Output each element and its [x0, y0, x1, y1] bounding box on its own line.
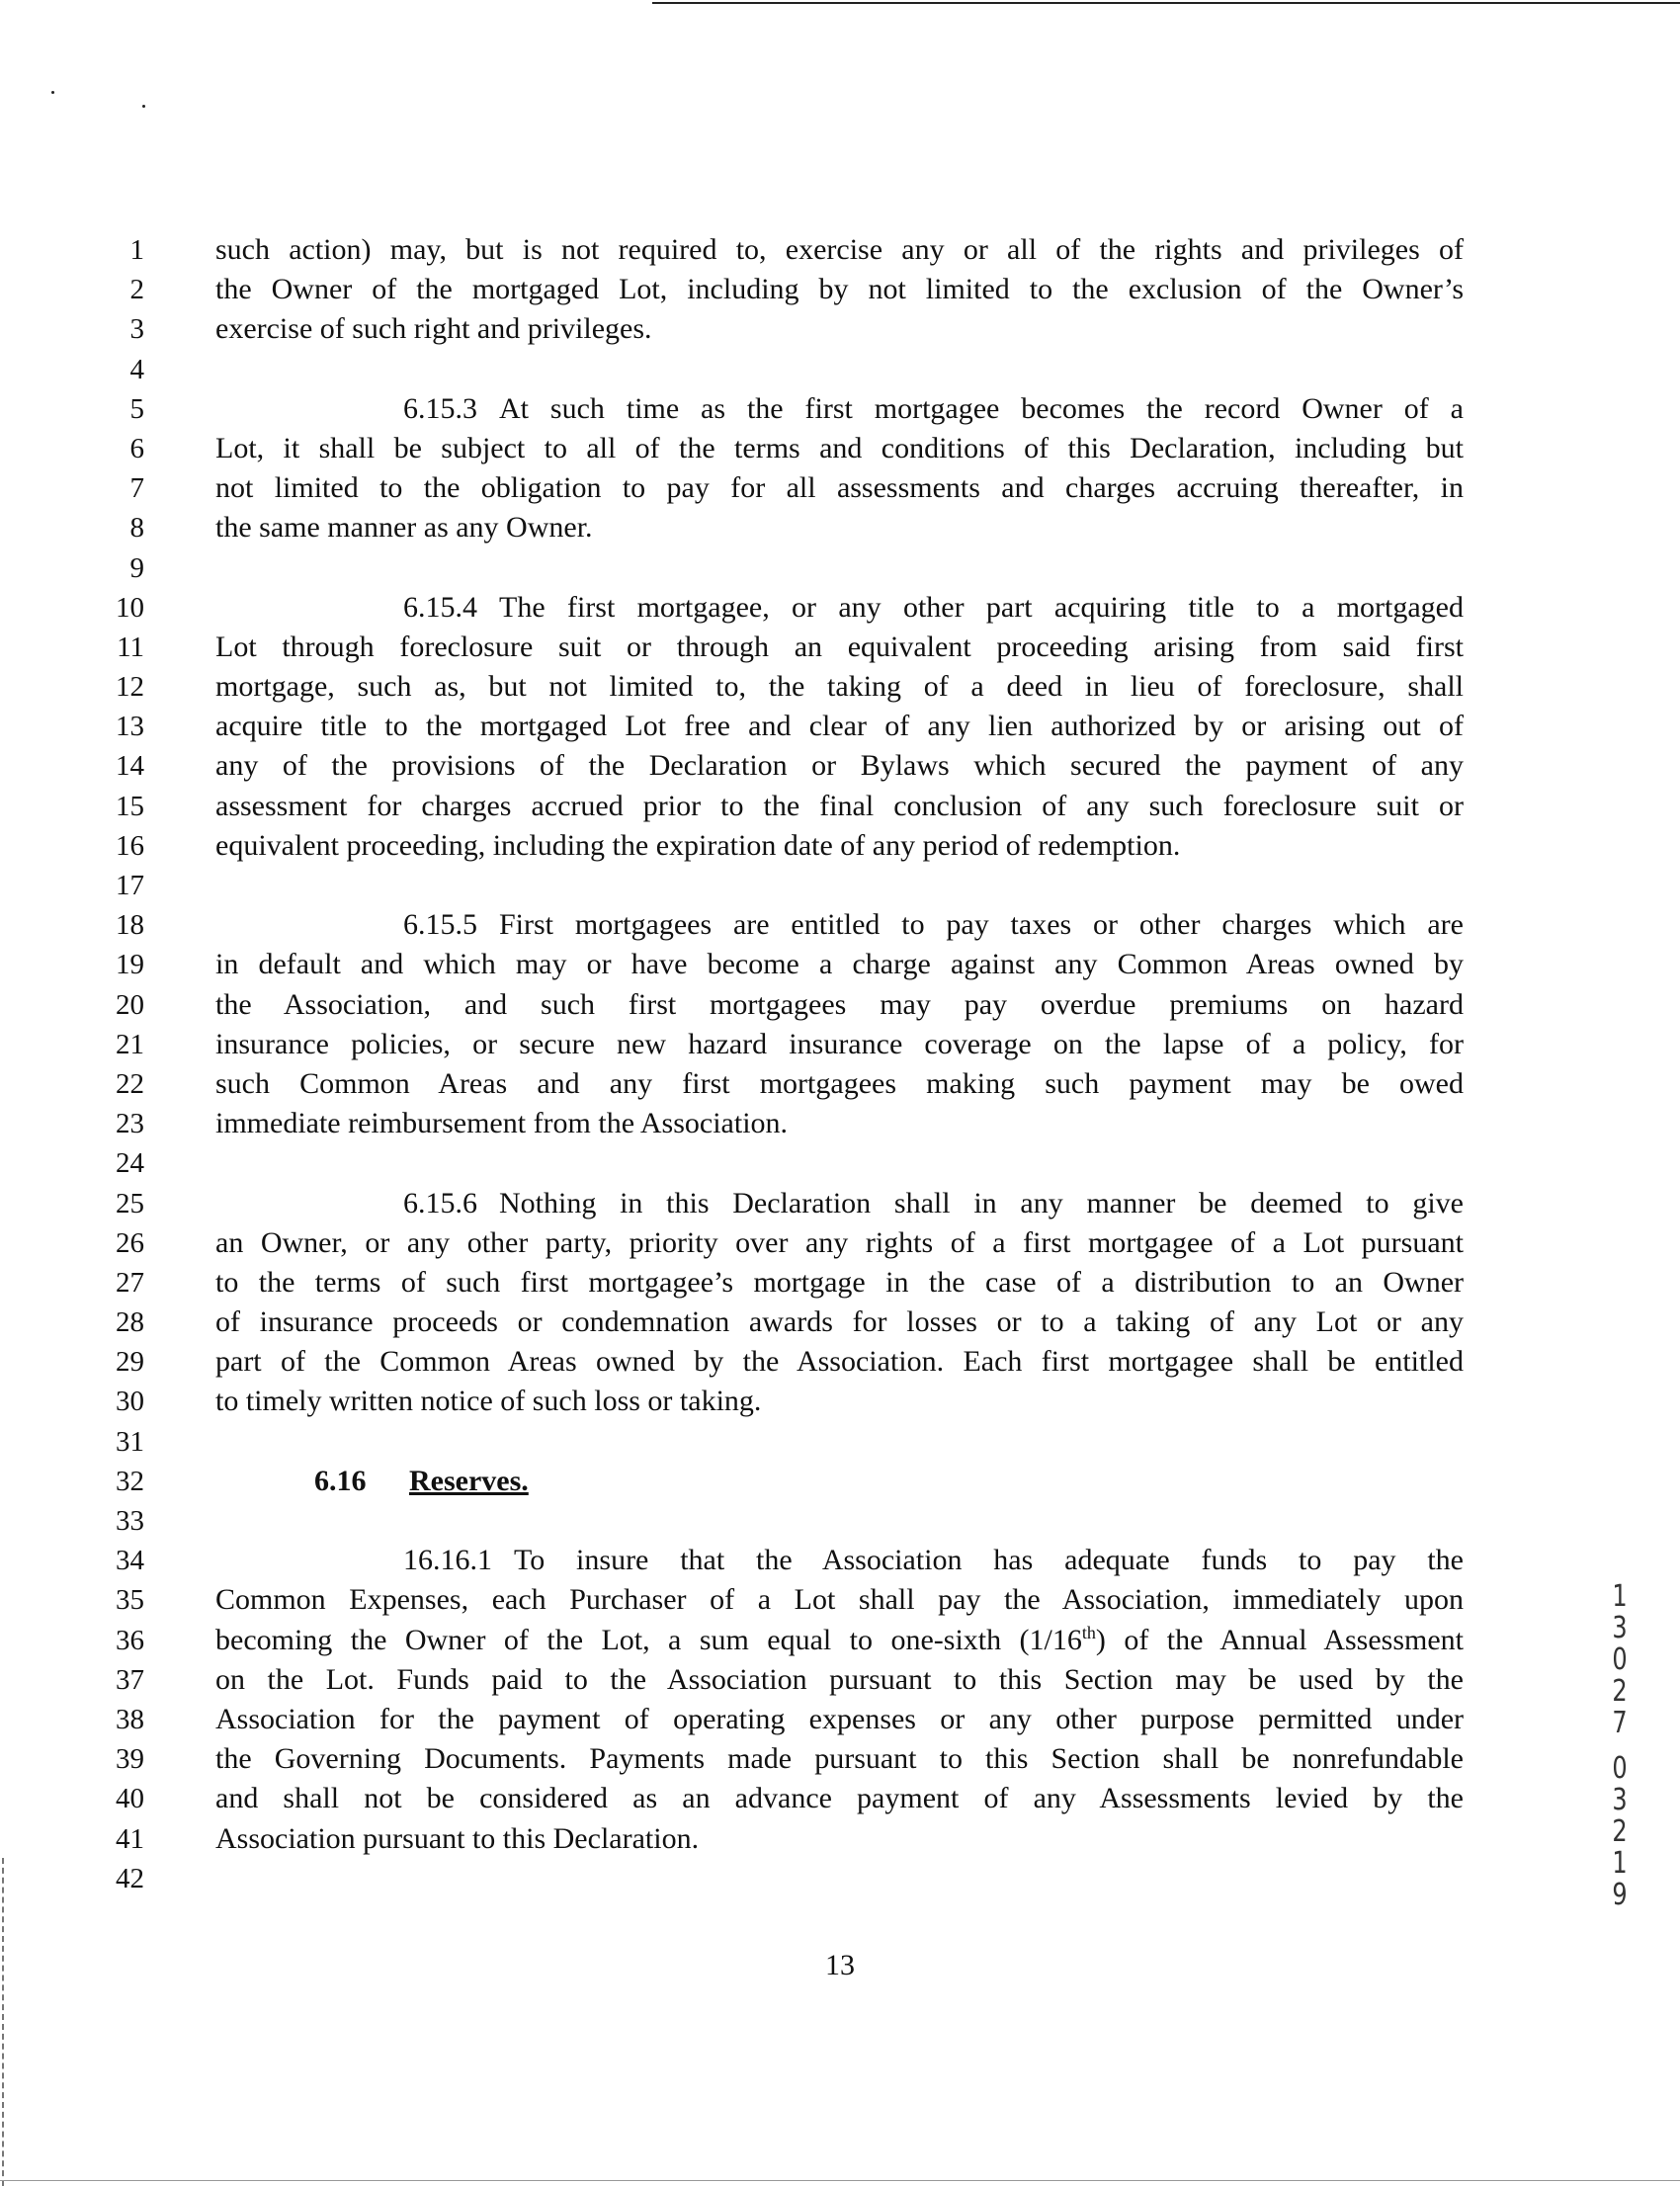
line-number: 32	[116, 1465, 144, 1497]
paragraph-6-15-3-first-line: 6.15.3 At such time as the first mortgagee becomes the record Owner of a	[215, 389, 1464, 429]
line-number: 10	[116, 591, 144, 624]
line-number: 12	[116, 671, 144, 704]
body-line: an Owner, or any other party, priority over any rights of a first mortgagee of a Lot pursuant	[215, 1225, 1464, 1259]
line-number: 24	[116, 1147, 144, 1180]
line-number: 42	[116, 1862, 144, 1894]
section-number-6-15-4: 6.15.4	[403, 590, 477, 624]
line-number: 35	[116, 1584, 144, 1617]
body-line: insurance policies, or secure new hazard insurance coverage on the lapse of a policy, for	[215, 1027, 1464, 1060]
body-line: Lot, it shall be subject to all of the terms and conditions of this Declaration, including but	[215, 431, 1464, 464]
body-line: Common Expenses, each Purchaser of a Lot shall pay the Association, immediately upon	[215, 1583, 1464, 1617]
page-number: 13	[825, 1949, 855, 1981]
line-number: 34	[116, 1545, 144, 1577]
line-number: 5	[129, 392, 144, 425]
line-number: 8	[129, 512, 144, 545]
section-number-6-15-3: 6.15.3	[403, 391, 477, 425]
line-number: 39	[116, 1743, 144, 1776]
line-number: 26	[116, 1226, 144, 1259]
line-number: 22	[116, 1067, 144, 1100]
body-line: not limited to the obligation to pay for all assessments and charges accruing thereafter, in	[215, 471, 1464, 505]
line-number: 41	[116, 1822, 144, 1855]
body-line: on the Lot. Funds paid to the Association pursuant to this Section may be used by the	[215, 1662, 1464, 1696]
blank-line	[215, 350, 1464, 389]
blank-line	[215, 866, 1464, 905]
line-number: 33	[116, 1505, 144, 1537]
line-number-column	[95, 230, 144, 1898]
body-line: the Governing Documents. Payments made pursuant to this Section shall be nonrefundable	[215, 1742, 1464, 1776]
line-number: 20	[116, 988, 144, 1021]
body-line: such action) may, but is not required to, exercise any or all of the rights and privileges of	[215, 233, 1464, 266]
body-line: the Association, and such first mortgagees may pay overdue premiums on hazard	[215, 987, 1464, 1021]
line-number: 15	[116, 790, 144, 822]
body-line: such Common Areas and any first mortgagees making such payment may be owed	[215, 1066, 1464, 1100]
heading-title: Reserves.	[409, 1464, 529, 1497]
line-number: 27	[116, 1266, 144, 1299]
paragraph-6-15-4-first-line: 6.15.4 The first mortgagee, or any other part acquiring title to a mortgaged	[215, 588, 1464, 628]
heading-number: 6.16	[314, 1464, 367, 1497]
section-number-6-15-5: 6.15.5	[403, 908, 477, 942]
body-line: mortgage, such as, but not limited to, the taking of a deed in lieu of foreclosure, shall	[215, 670, 1464, 704]
margin-recording-stamp: 1 3 0 2 7 0 3 2 1 9	[1612, 1579, 1628, 1912]
scan-speck	[142, 105, 145, 108]
line-number: 37	[116, 1663, 144, 1696]
body-line: Lot through foreclosure suit or through an equivalent proceeding arising from said first	[215, 630, 1464, 663]
line-number: 7	[129, 472, 144, 505]
blank-line	[215, 548, 1464, 588]
scan-left-edge	[2, 1858, 4, 2186]
body-line: Association pursuant to this Declaration.	[215, 1821, 700, 1855]
line-number: 40	[116, 1783, 144, 1815]
line-number: 11	[117, 631, 144, 663]
scan-bottom-edge	[0, 2180, 1680, 2181]
line-number: 17	[116, 870, 144, 901]
line-number: 21	[116, 1028, 144, 1060]
line-number: 2	[129, 274, 144, 306]
line-number: 4	[129, 353, 144, 385]
paragraph-6-15-5-first-line: 6.15.5 First mortgagees are entitled to pay taxes or other charges which are	[215, 905, 1464, 945]
line-number: 31	[116, 1425, 144, 1458]
blank-line	[215, 1143, 1464, 1183]
line-number: 18	[116, 909, 144, 942]
blank-line	[215, 1859, 1464, 1898]
line-number: 36	[116, 1624, 144, 1656]
line-number: 9	[129, 551, 144, 584]
scan-speck	[51, 91, 54, 94]
line-number: 3	[129, 313, 144, 346]
line-number: 28	[116, 1306, 144, 1339]
body-line: exercise of such right and privileges.	[215, 312, 652, 346]
line-number: 14	[116, 750, 144, 783]
line-number: 13	[116, 711, 144, 743]
body-line: assessment for charges accrued prior to the final conclusion of any such foreclosure suit or	[215, 789, 1464, 822]
body-line: any of the provisions of the Declaration or Bylaws which secured the payment of any	[215, 749, 1464, 783]
body-line: equivalent proceeding, including the expiration date of any period of redemption.	[215, 828, 1181, 862]
section-heading-reserves	[215, 1462, 1464, 1501]
body-line: to the terms of such first mortgagee’s mortgage in the case of a distribution to an Owner	[215, 1265, 1464, 1299]
body-line: the same manner as any Owner.	[215, 511, 593, 545]
body-line: and shall not be considered as an advance payment of any Assessments levied by the	[215, 1782, 1464, 1815]
line-number: 6	[129, 432, 144, 464]
line-number: 38	[116, 1703, 144, 1735]
scan-top-edge	[652, 2, 1680, 4]
line-number: 16	[116, 829, 144, 862]
body-line: of insurance proceeds or condemnation awards for losses or to a taking of any Lot or any	[215, 1305, 1464, 1339]
document-body	[215, 230, 1464, 1898]
line-number: 1	[129, 234, 144, 266]
line-number: 30	[116, 1386, 144, 1418]
line-number: 19	[116, 949, 144, 981]
body-line: acquire title to the mortgaged Lot free and clear of any lien authorized by or arising out of	[215, 710, 1464, 743]
paragraph-6-15-6-first-line: 6.15.6 Nothing in this Declaration shall in any manner be deemed to give	[215, 1184, 1464, 1223]
line-number: 29	[116, 1346, 144, 1379]
body-line: part of the Common Areas owned by the Association. Each first mortgagee shall be entitled	[215, 1345, 1464, 1379]
paragraph-16-16-1-first-line: 16.16.1 To insure that the Association has adequate funds to pay the	[215, 1541, 1464, 1580]
body-line: in default and which may or have become a charge against any Common Areas owned by	[215, 948, 1464, 981]
line-number: 23	[116, 1108, 144, 1140]
line-number: 25	[116, 1187, 144, 1219]
body-line: immediate reimbursement from the Association.	[215, 1107, 789, 1140]
body-line: Association for the payment of operating expenses or any other purpose permitted under	[215, 1702, 1464, 1735]
body-line-with-superscript: becoming the Owner of the Lot, a sum equal to one-sixth (1/16th) of the Annual Assessment	[215, 1622, 1464, 1656]
section-number-16-16-1: 16.16.1	[403, 1544, 492, 1577]
body-line: to timely written notice of such loss or taking.	[215, 1385, 762, 1418]
blank-line	[215, 1422, 1464, 1462]
body-line: the Owner of the mortgaged Lot, including by not limited to the exclusion of the Owner’s	[215, 273, 1464, 306]
blank-line	[215, 1501, 1464, 1541]
section-number-6-15-6: 6.15.6	[403, 1186, 477, 1219]
